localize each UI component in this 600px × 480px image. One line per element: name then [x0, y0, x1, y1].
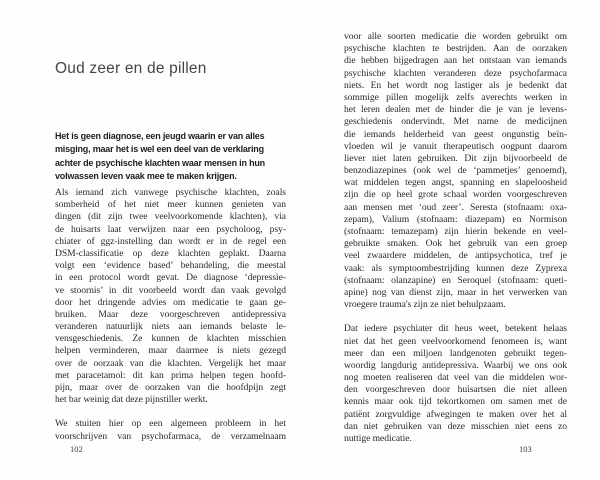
text-line: veel zwaardere middelen, de antipsychotica, tref je — [344, 250, 567, 262]
text-line: dan niet gebruiken van deze misschien niet eens zo — [344, 420, 567, 432]
text-line: apine) nog van dienst zijn, maar in het verwerken van — [344, 286, 567, 298]
paragraph — [55, 418, 286, 442]
text-line: vaak: als symptoombestrijding kunnen deze Zyprexa — [344, 262, 567, 274]
text-line: Als iemand zich vanwege psychische klachten, zoals — [55, 187, 286, 198]
text-line: woordig langdurig antidepressiva. Waarbij we ons ook — [344, 359, 567, 371]
text-line: aan mensen met ‘oud zeer’. Seresta (stofnaam: oxa- — [344, 201, 567, 213]
text-line: chiater of ggz-instelling dan wordt er in de regel een — [55, 235, 286, 247]
text-line: vloeden wil je vanuit therapeutisch oogpunt daarom — [344, 140, 567, 152]
text-line: psychische klachten te bestrijden. Aan de oorzaken — [344, 43, 567, 55]
text-line: bruiken. Maar deze voorgeschreven antidepressiva — [55, 308, 286, 320]
left-page-body — [55, 187, 286, 443]
text-line: (stofnaam: temazepam) zijn hierin bekende en veel- — [344, 226, 567, 237]
text-line: het bar weinig dat deze pijnstiller werkt. — [55, 394, 208, 406]
text-line: We stuiten hier op een algemeen probleem in het — [55, 418, 286, 430]
text-line: niets. En het wordt nog lastiger als je bedenkt dat — [344, 79, 567, 91]
text-line: die iemands helderheid van geest ongunstig beïn- — [344, 128, 567, 140]
text-line: sommige pillen mogelijk zelfs averechts werken in — [344, 91, 567, 103]
text-line: benzodiazepines (ook wel de ‘pammetjes’ genoemd), — [344, 165, 567, 177]
text-line: somberheid of het niet meer kunnen genieten van — [55, 199, 286, 211]
text-line: nuttige medicatie. — [344, 433, 412, 444]
page-number-right: 103 — [519, 444, 532, 454]
text-line: die hebben bijgedragen aan het ontstaan van iemands — [344, 55, 567, 67]
paragraph — [344, 323, 567, 445]
text-line: psychische klachten veranderen deze psychofarmaca — [344, 67, 567, 79]
text-line: voorschrijven van psychofarmaca, de verzamelnaam — [55, 430, 286, 442]
text-line: vensgeschiedenis. Ze kunnen de klachten misschien — [55, 333, 286, 345]
chapter-title: Oud zeer en de pillen — [55, 60, 207, 77]
text-line: veranderen natuurlijk niets aan iemands belaste le- — [55, 321, 286, 333]
text-line: volgt een ‘evidence based’ behandeling, die meestal — [55, 260, 286, 272]
text-line: geschiedenis ondervindt. Met name de medicijnen — [344, 116, 567, 128]
chapter-intro — [55, 130, 286, 184]
text-line: zijn die op heel grote schaal worden voorgeschreven — [344, 189, 567, 201]
text-line: gebruikte smaken. Ook het gebruik van een groep — [344, 238, 567, 250]
paragraph — [344, 31, 567, 311]
text-line: de huisarts laat verwijzen naar een psycholoog, psy- — [55, 223, 286, 235]
text-line: helpen verminderen, maar daarmee is niets gezegd — [55, 345, 286, 357]
right-page-body — [344, 31, 567, 445]
text-line: Het is geen diagnose, een jeugd waarin er van alles — [55, 131, 265, 141]
text-line: niet dat het geen veelvoorkomend fenomeen is, want — [344, 335, 567, 347]
text-line: wat middelen tegen angst, spanning en slapeloosheid — [344, 177, 567, 189]
text-line: (stofnaam: olanzapine) en Seroquel (stofnaam: queti- — [344, 274, 567, 286]
page-number-left: 102 — [70, 444, 83, 454]
text-line: door het dringende advies om medicatie te gaan ge- — [55, 296, 286, 308]
text-line: liever niet laten gebruiken. Dit zijn bijvoorbeeld de — [344, 152, 567, 164]
text-line: achter de psychische klachten waar mensen in hun — [55, 157, 265, 168]
text-line: pijn, maar over de oorzaken van die hoofdpijn zegt — [55, 382, 286, 393]
text-line: Dat iedere psychiater dit heus weet, betekent helaas — [344, 323, 567, 335]
text-line: over de oorzaak van die klachten. Vergelijk het maar — [55, 357, 286, 369]
text-line: nog moeten realiseren dat veel van die middelen wor- — [344, 372, 567, 384]
text-line: in een protocol wordt gevat. De diagnose ‘depressie- — [55, 272, 286, 284]
text-line: volwassen leven vaak mee te maken krijgen. — [55, 171, 237, 182]
text-line: misging, maar het is wel een deel van de verklaring — [55, 144, 264, 155]
text-line: het leren dealen met de hinder die je van je levens- — [344, 104, 567, 116]
text-line: met paracetamol: dit kan prima helpen tegen hoofd- — [55, 369, 286, 381]
text-line: DSM-classificatie op deze klachten geplakt. Daarna — [55, 247, 286, 259]
text-line: dingen (dit zijn twee veelvoorkomende klachten), via — [55, 211, 286, 223]
text-line: kennis maar ook tijd tekortkomen om samen met de — [344, 396, 567, 408]
text-line: zepam), Valium (stofnaam: diazepam) en Normison — [344, 213, 567, 225]
text-line: ve stoornis’ in dit voorbeeld wordt dan vaak gevolgd — [55, 284, 286, 296]
text-line: meer dan een miljoen landgenoten gebruikt tegen- — [344, 347, 567, 359]
text-line: den voorgeschreven door huisartsen die niet alleen — [344, 384, 567, 396]
paragraph — [55, 187, 286, 406]
text-line: voor alle soorten medicatie die worden gebruikt om — [344, 31, 567, 42]
text-line: patiënt zorgvuldige afwegingen te maken over het al — [344, 408, 567, 420]
text-line: vroegere trauma's zijn ze niet behulpzaam. — [344, 299, 506, 311]
